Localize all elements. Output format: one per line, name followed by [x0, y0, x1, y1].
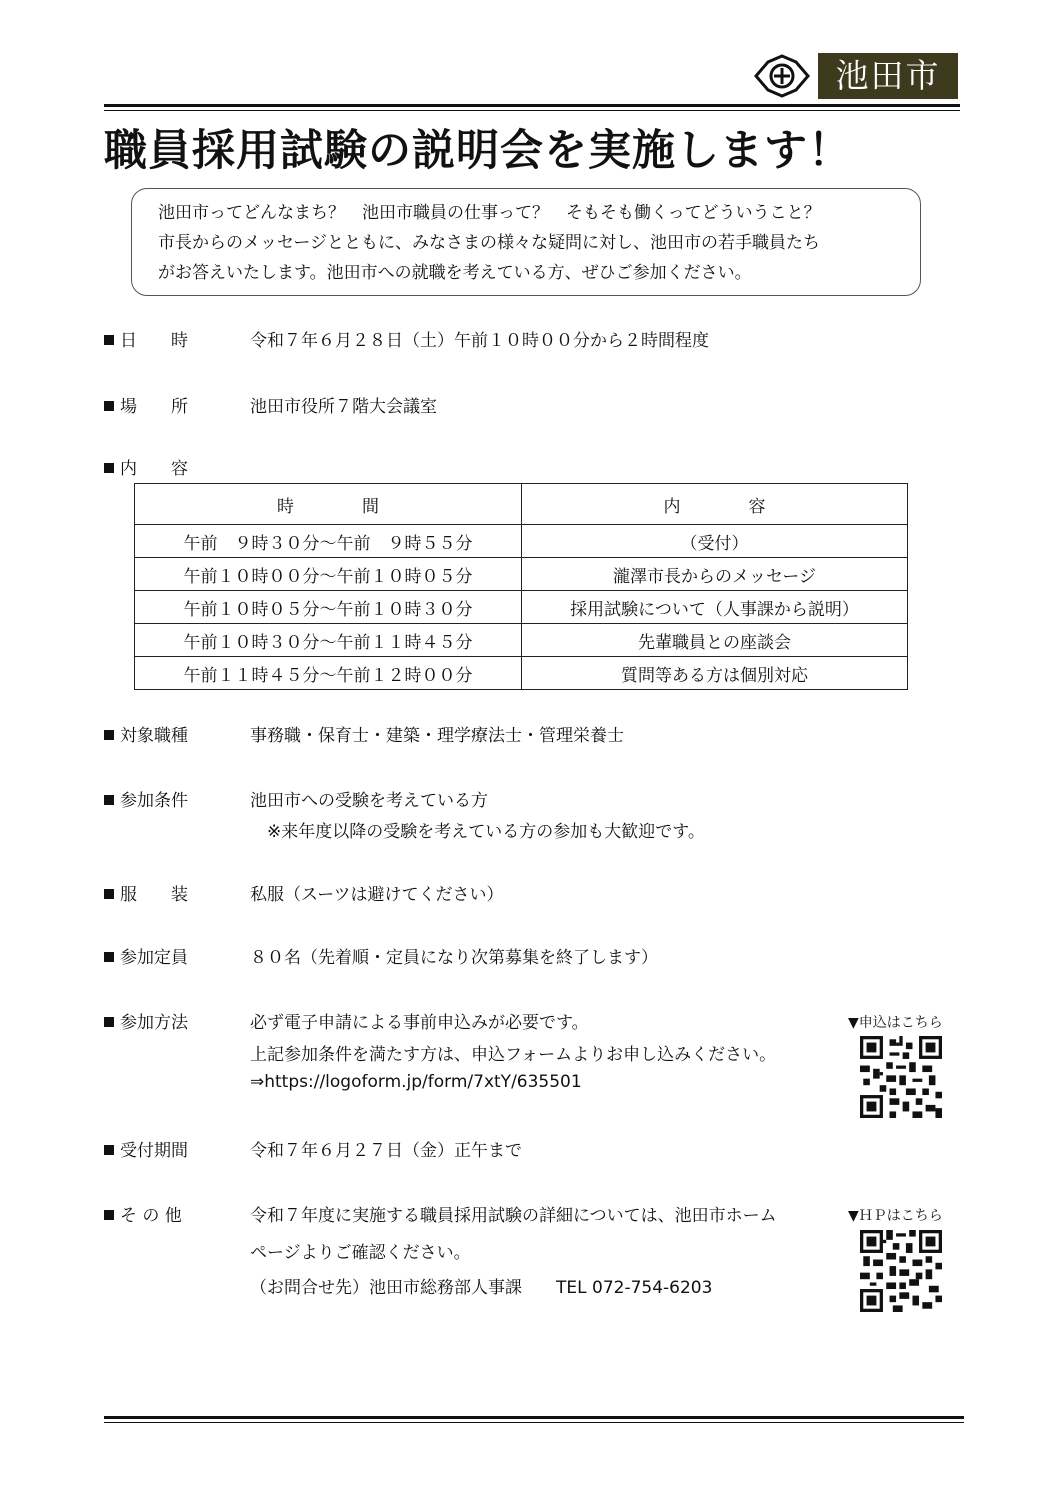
table-cell-time: 午前１０時０５分～午前１０時３０分: [135, 591, 522, 624]
place-value: 池田市役所７階大会議室: [250, 397, 437, 417]
footer-rule: [104, 1416, 964, 1419]
method-label: 参加方法: [104, 1008, 188, 1033]
page-title: 職員採用試験の説明会を実施します！: [104, 126, 852, 176]
bullet-square-icon: [104, 952, 114, 962]
table-row: [135, 657, 908, 690]
condition-value: 池田市への受験を考えている方: [250, 791, 488, 811]
form-qr-caption: ▼申込はこちら: [848, 1015, 943, 1031]
intro-box: [131, 188, 921, 296]
header-rule-thin: [104, 110, 960, 111]
header-rule: [104, 104, 960, 107]
hp-qr-code-icon[interactable]: [860, 1230, 942, 1312]
table-cell-content: 先輩職員との座談会: [522, 624, 908, 657]
schedule-table: [134, 483, 908, 690]
bullet-square-icon: [104, 1145, 114, 1155]
footer-rule-thin: [104, 1422, 964, 1423]
capacity-label: 参加定員: [104, 943, 188, 968]
other-line: ページよりご確認ください。: [250, 1243, 471, 1263]
table-cell-content: 質問等ある方は個別対応: [522, 657, 908, 690]
hp-qr-caption: ▼ＨＰはこちら: [848, 1208, 943, 1224]
table-cell-time: 午前１１時４５分～午前１２時００分: [135, 657, 522, 690]
method-line: 上記参加条件を満たす方は、申込フォームよりお申し込みください。: [250, 1045, 777, 1065]
capacity-value: ８０名（先着順・定員になり次第募集を終了します）: [250, 948, 658, 968]
intro-line: 池田市ってどんなまち？ 池田市職員の仕事って？ そもそも働くってどういうこと？: [158, 203, 821, 223]
dress-label: 服 装: [104, 880, 188, 905]
bullet-square-icon: [104, 795, 114, 805]
method-line: 必ず電子申請による事前申込みが必要です。: [250, 1013, 589, 1033]
intro-line: 市長からのメッセージとともに、みなさまの様々な疑問に対し、池田市の若手職員たち: [158, 233, 820, 253]
bullet-square-icon: [104, 730, 114, 740]
table-header-content: 内 容: [522, 484, 908, 525]
bullet-square-icon: [104, 401, 114, 411]
table-header-row: [135, 484, 908, 525]
bullet-square-icon: [104, 463, 114, 473]
table-cell-time: 午前１０時００分～午前１０時０５分: [135, 558, 522, 591]
table-header-time: 時 間: [135, 484, 522, 525]
table-row: [135, 624, 908, 657]
positions-label: 対象職種: [104, 721, 188, 746]
datetime-value: 令和７年６月２８日（土）午前１０時００分から２時間程度: [250, 331, 709, 351]
city-emblem-icon: [752, 54, 812, 98]
table-row: [135, 525, 908, 558]
deadline-value: 令和７年６月２７日（金）正午まで: [250, 1141, 522, 1161]
bullet-square-icon: [104, 1210, 114, 1220]
city-logo-text: 池田市: [835, 56, 941, 95]
place-label: 場 所: [104, 392, 188, 417]
intro-line: がお答えいたします。池田市への就職を考えている方、ぜひご参加ください。: [158, 263, 752, 283]
table-cell-content: 瀧澤市長からのメッセージ: [522, 558, 908, 591]
table-cell-content: 採用試験について（人事課から説明）: [522, 591, 908, 624]
table-cell-time: 午前 ９時３０分～午前 ９時５５分: [135, 525, 522, 558]
table-row: [135, 591, 908, 624]
table-cell-time: 午前１０時３０分～午前１１時４５分: [135, 624, 522, 657]
city-logo: [818, 53, 958, 99]
datetime-label: 日 時: [104, 326, 188, 351]
table-row: [135, 558, 908, 591]
form-qr-code-icon[interactable]: [860, 1036, 942, 1118]
dress-value: 私服（スーツは避けてください）: [250, 885, 504, 905]
bullet-square-icon: [104, 335, 114, 345]
bullet-square-icon: [104, 1017, 114, 1027]
content-label: 内 容: [104, 454, 188, 479]
condition-label: 参加条件: [104, 786, 188, 811]
table-cell-content: （受付）: [522, 525, 908, 558]
form-url-link[interactable]: ⇒https://logoform.jp/form/7xtY/635501: [250, 1072, 582, 1092]
other-line: 令和７年度に実施する職員採用試験の詳細については、池田市ホーム: [250, 1206, 777, 1226]
deadline-label: 受付期間: [104, 1136, 188, 1161]
positions-value: 事務職・保育士・建築・理学療法士・管理栄養士: [250, 726, 624, 746]
other-label: そ の 他: [104, 1201, 182, 1226]
condition-note: ※来年度以降の受験を考えている方の参加も大歓迎です。: [267, 822, 705, 842]
bullet-square-icon: [104, 889, 114, 899]
contact-line: （お問合せ先）池田市総務部人事課 TEL 072-754-6203: [250, 1278, 713, 1298]
